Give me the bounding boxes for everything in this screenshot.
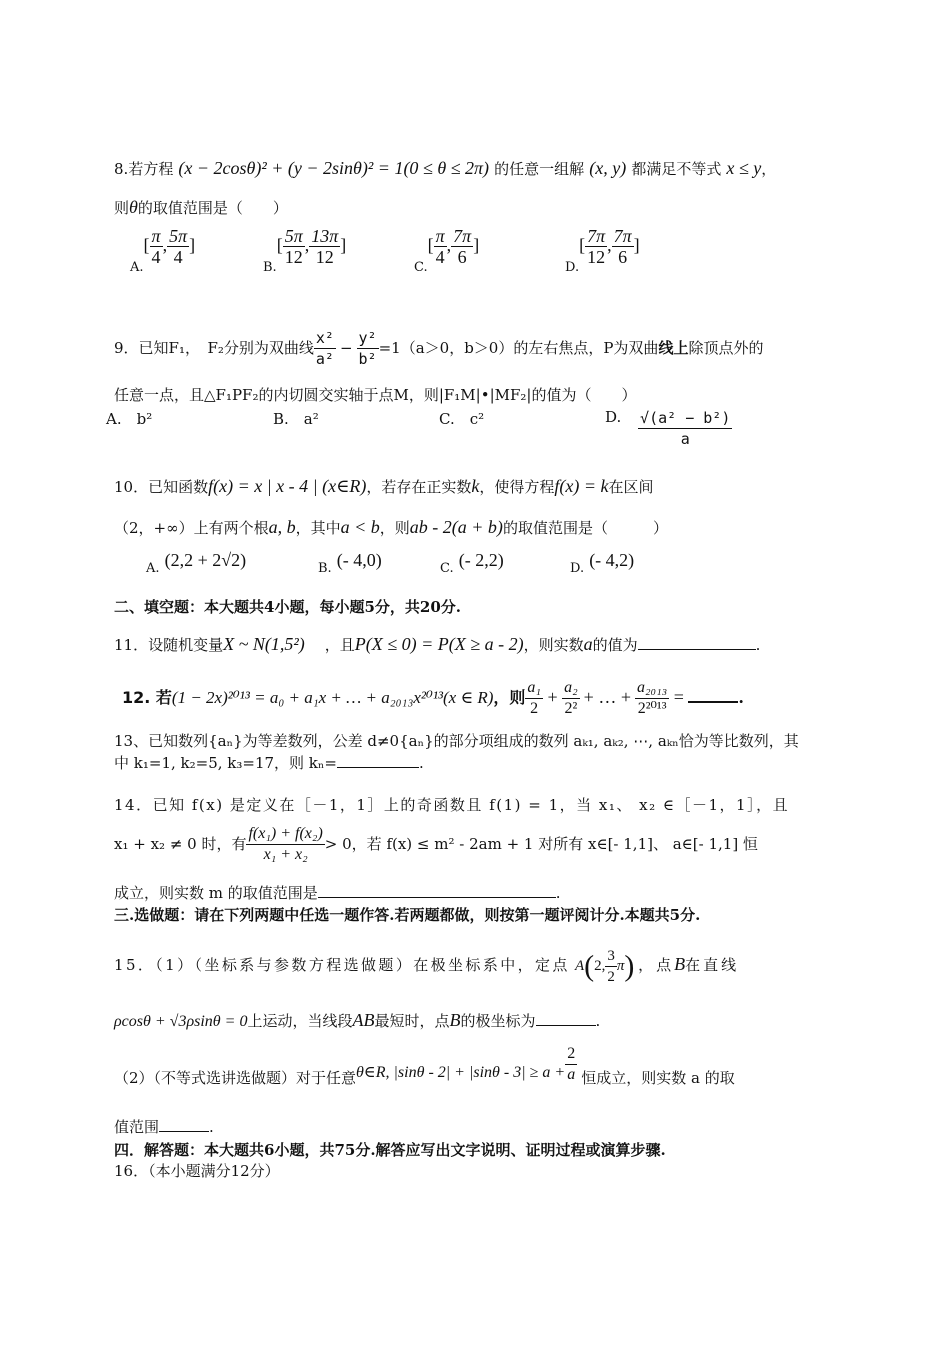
q8-comma: ， bbox=[761, 160, 777, 178]
q9-line1 bbox=[114, 328, 763, 369]
q10-option-label: D. bbox=[570, 561, 585, 576]
q13-answer-blank[interactable] bbox=[337, 753, 419, 768]
q14-line2 bbox=[114, 824, 758, 865]
q11-eq: P(X ≤ 0) = P(X ≥ a - 2) bbox=[354, 634, 524, 654]
q8-d-n1: 7π bbox=[587, 226, 606, 246]
q10-option-label: A. bbox=[146, 561, 160, 576]
q8-option-d: $_{D.}$[ $\frac{7\pi}{12}$ , $\frac{7\pi}{6}$ ] bbox=[565, 226, 640, 275]
q8-b-d1: 12 bbox=[284, 247, 303, 267]
q8-a-n2: 5π bbox=[169, 226, 188, 246]
q15-part2-b: 恒成立，则实数 a 的取 bbox=[581, 1069, 735, 1087]
q9-minus: − bbox=[339, 339, 353, 357]
q12-end: . bbox=[738, 688, 744, 707]
q9-text-b: =1（a＞0，b＞0）的左右焦点，P为双曲 bbox=[378, 339, 659, 357]
q10-option-a bbox=[146, 550, 247, 577]
q15-line1-b: ，点 bbox=[638, 956, 675, 974]
q12-t1n: a₁ bbox=[525, 678, 543, 699]
q13-line1: 13、已知数列{aₙ}为等差数列，公差 d≠0{aₙ}的部分项组成的数列 aₖ₁, aₖ₂, ⋯, aₖₙ恰为等比数列，其 bbox=[114, 732, 799, 750]
q15-line2-c: 的极坐标为 bbox=[460, 1012, 536, 1030]
q10-text-d: 在区间 bbox=[608, 478, 654, 496]
q9-option-a: A. b² bbox=[106, 410, 153, 428]
q8-b-n1: 5π bbox=[284, 226, 303, 246]
q9-option-b: B. a² bbox=[273, 410, 319, 428]
q12-t1d: 2 bbox=[530, 700, 539, 717]
q8-text-c: 都满足不等式 bbox=[631, 160, 722, 178]
q8-option-label: C. bbox=[414, 260, 428, 275]
q10-func: f(x) = x | x - 4 | (x∈R) bbox=[208, 476, 367, 496]
q12-t2n: a₂ bbox=[562, 678, 580, 699]
q15-point-a-num: 3 bbox=[605, 946, 617, 967]
q12-line: 12. 若(1 − 2x)²⁰¹³ = a₀ + a₁x + … + a₂₀₁₃x²⁰¹³(x ∈ R)，则 $\frac{\text{a₁}}{2}$ + $\frac{\text{a₂}}{\text{2²}}$ + … + $\frac{\text{a₂₀₁₃}}{\text{2²⁰¹³}}$ = . bbox=[122, 679, 744, 717]
q15-part2-line1 bbox=[114, 1044, 735, 1088]
q8-inequality: x ≤ y bbox=[726, 158, 762, 178]
q15-part2-line2-text: 值范围 bbox=[114, 1118, 160, 1136]
q8-option-b: $_{B.}$[ $\frac{5\pi}{12}$ , $\frac{13\pi}{12}$ ] bbox=[263, 226, 347, 275]
q9-y2: y² bbox=[358, 329, 377, 347]
q8-theta: θ bbox=[129, 197, 138, 217]
q9-opt-d-den: a bbox=[680, 430, 690, 448]
q8-option-label: D. bbox=[565, 260, 580, 275]
q10-option-d bbox=[570, 550, 635, 577]
q12-expr: (1 − 2x)²⁰¹³ = a₀ + a₁x + … + a₂₀₁₃x²⁰¹³(x ∈ R) bbox=[171, 688, 494, 707]
q10-option-label: C. bbox=[440, 561, 454, 576]
q8-d-n2: 7π bbox=[613, 226, 632, 246]
q10-option-value: (- 4,0) bbox=[336, 550, 382, 570]
q14-end: . bbox=[555, 884, 561, 902]
q8-line2 bbox=[114, 192, 288, 222]
q12-text-a: 12. 若 bbox=[122, 688, 172, 707]
q10-text-b: ，若存在正实数 bbox=[366, 478, 472, 496]
q9-text-c: 除顶点外的 bbox=[688, 339, 764, 357]
q9-x2: x² bbox=[315, 329, 334, 347]
q11-text-c: ，则实数 bbox=[523, 636, 584, 654]
q10-altb: a < b bbox=[340, 517, 380, 537]
q8-d-d1: 12 bbox=[587, 247, 606, 267]
q9-text-bold: 线上 bbox=[658, 339, 689, 357]
q10-line1 bbox=[114, 470, 654, 502]
q8-text-b: 的任意一组解 bbox=[494, 160, 585, 178]
q8-option-a: $_{A.}$[ $\frac{\pi}{4}$ , $\frac{5\pi}{4}$ ] bbox=[130, 226, 196, 275]
q11-text-a: 11．设随机变量 bbox=[114, 636, 224, 654]
q11-text-b: ，且 bbox=[324, 636, 355, 654]
q8-number: 8. bbox=[114, 160, 129, 178]
q15-part2-num: 2 bbox=[565, 1044, 577, 1065]
q11-dist: X ~ N(1,5²) bbox=[223, 634, 305, 654]
q14-line1: 14．已知 f(x) 是定义在［－1，1］上的奇函数且 f(1) = 1，当 x₁、 x₂ ∈［－1，1］，且 bbox=[114, 796, 790, 814]
q15-line2-b: 最短时，点 bbox=[374, 1012, 450, 1030]
q14-line3 bbox=[114, 882, 561, 903]
q12-t3n: a₂₀₁₃ bbox=[635, 678, 669, 699]
q12-text-b: ，则 bbox=[493, 688, 526, 707]
q8-option-label: B. bbox=[263, 260, 277, 275]
q10-option-value: (- 2,2) bbox=[458, 550, 504, 570]
q15-point-a-pi: π bbox=[616, 958, 625, 974]
q9-line2: 任意一点，且△F₁PF₂的内切圆交实轴于点M，则|F₁M|•|MF₂|的值为（ ） bbox=[114, 386, 637, 404]
q8-c-n1: π bbox=[435, 226, 445, 246]
q8-pair: (x, y) bbox=[589, 158, 627, 178]
q10-line2-a: （2，+∞）上有两个根 bbox=[114, 519, 269, 537]
q15-line1-a: 15．（1）（坐标系与参数方程选做题）在极坐标系中，定点 bbox=[114, 956, 570, 974]
q9-option-c: C. c² bbox=[439, 410, 485, 428]
q8-text-a: 若方程 bbox=[128, 160, 174, 178]
q8-equation: (x − 2cosθ)² + (y − 2sinθ)² = 1(0 ≤ θ ≤ 2π) bbox=[178, 158, 490, 178]
q14-line2-a: x₁ + x₂ ≠ 0 时，有 bbox=[114, 835, 247, 853]
q10-line2 bbox=[114, 511, 668, 543]
q15-line2-a: 上运动，当线段 bbox=[247, 1012, 353, 1030]
q8-line1 bbox=[114, 150, 776, 186]
q8-option-label: A. bbox=[130, 260, 144, 275]
q12-t3d: 2²⁰¹³ bbox=[637, 700, 667, 717]
q10-expr: ab - 2(a + b) bbox=[409, 517, 503, 537]
q8-d-d2: 6 bbox=[618, 247, 628, 267]
q9-opt-d-num: √(a² − b²) bbox=[640, 409, 731, 427]
q15-line1-c: 在直线 bbox=[685, 956, 740, 974]
q11-text-d: 的值为 bbox=[592, 636, 638, 654]
q13-end: . bbox=[418, 754, 424, 772]
q15-answer-blank-2[interactable] bbox=[159, 1117, 209, 1132]
q14-line3-text: 成立，则实数 m 的取值范围是 bbox=[114, 884, 318, 902]
q15-part2-den: a bbox=[567, 1066, 576, 1083]
q14-answer-blank[interactable] bbox=[318, 883, 556, 898]
q15-answer-blank-1[interactable] bbox=[536, 1011, 596, 1026]
q15-part2-eq: θ∈R, |sinθ - 2| + |sinθ - 3| ≥ a + bbox=[356, 1064, 566, 1081]
q13-line2 bbox=[114, 752, 424, 773]
q9-a2: a² bbox=[315, 350, 334, 368]
q15-b: B bbox=[674, 954, 686, 974]
section-4-heading: 四．解答题：本大题共6小题，共75分.解答应写出文字说明、证明过程或演算步骤. bbox=[114, 1141, 666, 1159]
q15-point-a-den: 2 bbox=[607, 969, 615, 986]
q15-point-a: A(2, $\frac{3}{2}$ π) bbox=[574, 948, 635, 986]
q15-ab: AB bbox=[352, 1010, 375, 1030]
q10-line2-b: ，其中 bbox=[295, 519, 341, 537]
q8-c-d1: 4 bbox=[435, 247, 445, 267]
q12-t2d: 2² bbox=[564, 700, 578, 717]
q10-option-label: B. bbox=[318, 561, 332, 576]
q8-line2-a: 则 bbox=[114, 199, 130, 217]
q13-line2-a: 中 k₁=1, k₂=5, k₃=17，则 kₙ= bbox=[114, 754, 337, 772]
q10-option-b bbox=[318, 550, 382, 577]
q10-option-c bbox=[440, 550, 504, 577]
q9-option-d-label: D. bbox=[605, 408, 622, 426]
q15-part2-end: . bbox=[209, 1118, 214, 1136]
q8-c-d2: 6 bbox=[457, 247, 467, 267]
q16-heading: 16．（本小题满分12分） bbox=[114, 1162, 280, 1180]
q14-line2-b: > 0，若 f(x) ≤ m² - 2am + 1 对所有 x∈[- 1,1]、 a∈[- 1,1] 恒 bbox=[324, 835, 758, 853]
q11-answer-blank[interactable] bbox=[638, 635, 756, 650]
q10-eq: f(x) = k bbox=[554, 476, 609, 496]
q10-text-a: 10．已知函数 bbox=[114, 478, 209, 496]
q8-a-d2: 4 bbox=[173, 247, 183, 267]
q15-point-a-r: 2, bbox=[594, 958, 606, 974]
q15-part2-line2 bbox=[114, 1116, 214, 1137]
q14-fnum: f(x₁) + f(x₂) bbox=[246, 824, 324, 845]
q8-a-d1: 4 bbox=[151, 247, 161, 267]
q11-a: a bbox=[583, 634, 593, 654]
q15-line2 bbox=[114, 1004, 600, 1036]
q10-option-value: (- 4,2) bbox=[589, 550, 635, 570]
q10-k: k bbox=[471, 476, 480, 496]
q10-line2-c: ，则 bbox=[379, 519, 410, 537]
section-3-heading: 三.选做题：请在下列两题中任选一题作答.若两题都做，则按第一题评阅计分.本题共5分. bbox=[114, 906, 701, 924]
q10-ab: a, b bbox=[268, 517, 296, 537]
q8-option-c: $_{C.}$[ $\frac{\pi}{4}$ , $\frac{7\pi}{6}$ ] bbox=[414, 226, 480, 275]
q8-c-n2: 7π bbox=[453, 226, 472, 246]
q11-end: . bbox=[755, 636, 761, 654]
q14-fden: x₁ + x₂ bbox=[263, 846, 308, 863]
q15-line-eq: ρcosθ + √3ρsinθ = 0 bbox=[114, 1013, 248, 1030]
q9-option-d bbox=[605, 408, 732, 449]
q10-text-c: ，使得方程 bbox=[479, 478, 555, 496]
q11-line bbox=[114, 626, 760, 662]
section-2-heading: 二、填空题：本大题共4小题，每小题5分，共20分. bbox=[114, 598, 461, 616]
q10-line2-d: 的取值范围是（ ） bbox=[502, 519, 668, 537]
q8-b-n2: 13π bbox=[311, 226, 339, 246]
q8-b-d2: 12 bbox=[315, 247, 334, 267]
q15-part2-a: （2）（不等式选讲选做题）对于任意 bbox=[114, 1069, 357, 1087]
q9-b2: b² bbox=[358, 350, 377, 368]
q9-text-a: 9．已知F₁， F₂分别为双曲线 bbox=[114, 339, 314, 357]
q8-a-n1: π bbox=[151, 226, 161, 246]
q8-line2-b: 的取值范围是（ ） bbox=[137, 199, 288, 217]
q15-b2: B bbox=[449, 1010, 461, 1030]
q12-answer-blank[interactable] bbox=[688, 687, 738, 703]
q10-option-value: (2,2 + 2√2) bbox=[164, 550, 247, 570]
q15-line1 bbox=[114, 932, 739, 996]
q15-end: . bbox=[595, 1012, 601, 1030]
q12-dots: + … + bbox=[583, 687, 631, 707]
q15-point-a-letter: A bbox=[574, 958, 585, 974]
